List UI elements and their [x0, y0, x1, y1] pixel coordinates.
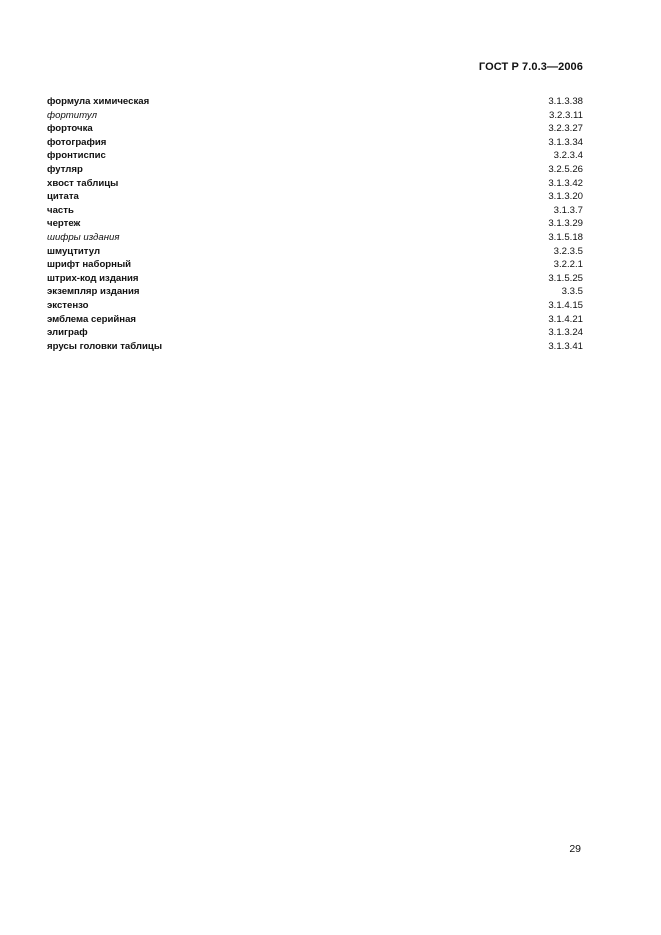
page-number: 29 — [569, 843, 581, 855]
index-term: штрих-код издания — [47, 272, 139, 284]
index-reference: 3.1.3.29 — [548, 218, 583, 230]
index-entry — [47, 340, 584, 354]
index-entry — [47, 217, 584, 231]
index-term: футляр — [47, 163, 83, 175]
index-entry — [47, 299, 584, 313]
index-entry — [47, 109, 584, 123]
index-term: экстензо — [47, 299, 89, 311]
document-code-header: ГОСТ Р 7.0.3—2006 — [478, 61, 583, 73]
term-index-list — [47, 95, 584, 353]
index-reference: 3.2.2.1 — [553, 259, 583, 271]
index-reference: 3.1.5.25 — [548, 272, 583, 284]
index-term: часть — [47, 204, 74, 216]
index-reference: 3.1.3.20 — [548, 191, 583, 203]
index-entry — [47, 326, 584, 340]
index-entry — [47, 245, 584, 259]
index-term: цитата — [47, 191, 79, 203]
index-reference: 3.1.3.42 — [548, 177, 583, 189]
index-entry — [47, 231, 584, 245]
index-term: шрифт наборный — [47, 259, 132, 271]
index-entry — [47, 190, 584, 204]
index-term: шмуцтитул — [47, 245, 101, 257]
index-term: экземпляр издания — [47, 286, 140, 298]
index-entry — [47, 204, 584, 218]
index-reference: 3.1.3.41 — [548, 340, 583, 352]
index-reference: 3.2.3.11 — [549, 109, 583, 121]
index-entry — [47, 272, 584, 286]
index-reference: 3.1.3.34 — [548, 136, 583, 148]
index-reference: 3.1.5.18 — [548, 231, 583, 243]
index-entry — [47, 313, 584, 327]
index-entry — [47, 177, 584, 191]
index-reference: 3.2.3.4 — [553, 150, 583, 162]
index-term: элиграф — [47, 327, 88, 339]
index-reference: 3.1.4.21 — [548, 313, 583, 325]
index-term: шифры издания — [47, 231, 120, 243]
index-term: форточка — [47, 123, 93, 135]
index-reference: 3.3.5 — [561, 286, 583, 298]
index-term: фортитул — [47, 109, 98, 121]
index-reference: 3.1.3.38 — [548, 96, 583, 107]
index-term: ярусы головки таблицы — [47, 340, 163, 352]
index-reference: 3.1.3.24 — [548, 327, 583, 339]
index-entry — [47, 95, 584, 109]
index-term: эмблема серийная — [47, 313, 137, 325]
index-entry — [47, 285, 584, 299]
index-term: фронтиспис — [47, 150, 106, 162]
index-entry — [47, 136, 584, 150]
index-reference: 3.2.3.27 — [548, 123, 583, 135]
index-term: хвост таблицы — [47, 177, 119, 189]
index-reference: 3.1.4.15 — [548, 299, 583, 311]
index-term: формула химическая — [47, 96, 150, 107]
index-reference: 3.2.5.26 — [548, 163, 583, 175]
index-entry — [47, 163, 584, 177]
index-entry — [47, 258, 584, 272]
index-entry — [47, 122, 584, 136]
index-term: фотография — [47, 136, 107, 148]
index-entry — [47, 149, 584, 163]
index-reference: 3.1.3.7 — [553, 204, 583, 216]
index-reference: 3.2.3.5 — [553, 245, 583, 257]
index-term: чертеж — [47, 218, 81, 230]
